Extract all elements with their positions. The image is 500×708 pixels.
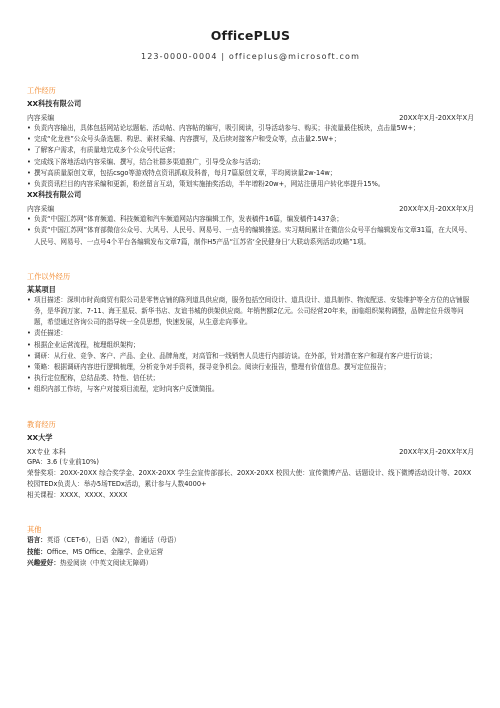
others-value: 英语（CET-6），日语（N2），普通话（母语） [46,536,181,545]
gpa: GPA：3.6 (专业前10%) [27,457,99,466]
others-value: 热爱阅读（中英文阅读无障碍） [59,558,153,567]
list-item: • 策略：根据调研内容进行逻辑梳理，分析竞争对手资料，探寻竞争机会。阅读行业报告，整理有价值信息。撰写定位报告； [27,362,474,373]
list-item: • 撰写高质量原创文章，包括csgo等游戏特点资讯抓取及科普，每月7篇原创文章，平均阅读量2w-14w； [27,168,474,179]
project-name: 某某项目 [27,284,56,294]
list-item: • 负责资讯栏目的内容采编和更新，粉丝留言互动，策划实施抽奖活动，半年增粉20w+，网站注册用户转化率提升15%。 [27,179,474,190]
role-title: 内容采编 [27,205,55,214]
list-item: • 根据企业运营流程，梳理组织架构； [27,340,474,351]
list-item: • 项目描述：深圳市时尚商贸有限公司是零售店铺的陈列道具供应商，服务包括空间设计、道具设计、道具制作、物流配送、安装维护等全方位的店铺服务，是华润万家、7-11、海王星辰、新华书店、友谊书城的供架供应商。年销售额2亿元。公司经营20年来，面临组织架构调整，品牌定位升级等问题，希望通过咨询公司的指导统一全员思想，快速发展，从生意走向事业。 [27,295,474,329]
section-title-others: 其他 [27,525,42,535]
others-label: 兴趣爱好： [27,558,60,567]
list-item: • 调研：从行业、竞争、客户、产品、企业、品牌角度，对高管和一线销售人员进行内部访谈。在外部，针对潜在客户和现有客户进行访谈； [27,351,474,362]
bullet-list [27,123,474,190]
degree-row [27,447,474,457]
honors: 荣誉奖项：20XX-20XX 综合奖学金、20XX-20XX 学生会宣传部部长、20XX-20XX 校园大使：宣传微博产品、话题设计、线下微博活动设计等、20XX校园TEDx负责人：举办5场TEDx活动，累计参与人数4000+ [27,468,472,489]
bullet-list [27,295,474,396]
education-date: 20XX年X月-20XX年X月 [399,447,474,456]
work-entry-2 [27,190,474,248]
list-item: • 完成“化龙巷”公众号头条选题、构思、素材采编、内容撰写，及后续对接客户和受众等，点击量2.5W+； [27,134,474,145]
bullet-list [27,214,474,248]
company-name: XX科技有限公司 [27,99,82,108]
company-name: XX科技有限公司 [27,190,82,200]
role-row [27,113,474,123]
role-date: 20XX年X月-20XX年X月 [399,114,474,122]
list-item: • 责任描述： [27,328,474,339]
school-name: XX大学 [27,432,53,442]
list-item: • 执行定位配称，总结品类、特性、信任状； [27,373,474,384]
others-language [27,535,474,546]
work-entry-1 [27,99,474,190]
others-label: 语言： [27,536,47,545]
courses: 相关课程：XXXX、XXXX、XXXX [27,491,128,500]
list-item: • 了解客户需求，有质量地完成多个公众号代运营； [27,145,474,156]
role-date: 20XX年X月-20XX年X月 [399,205,474,214]
contact-line: 123-0000-0004 | officeplus@microsoft.com [140,52,361,61]
list-item: • 负责“中国江苏网”体育频道、科技频道和汽车频道网站内容编辑工作，发表稿件16篇，编发稿件1437条； [27,214,474,225]
section-title-work: 工作经历 [27,86,56,95]
section-title-project: 工作以外经历 [27,271,71,281]
major: XX专业 本科 [27,447,66,456]
role-row [27,204,474,214]
list-item: • 完成线下落地活动内容采编、撰写，结合社群多渠道推广，引导受众参与活动； [27,157,474,168]
candidate-name: OfficePLUS [210,28,291,43]
list-item: • 组织内部工作坊，与客户对接项目流程，定时向客户反馈简报。 [27,384,474,395]
others-value: Office、MS Office、金融学、企业运营 [46,547,164,556]
list-item: • 负责内容输出，具体包括网站论坛题帖、活动帖、内容帖的编写，吸引阅读，引导活动参与、购买；非流量最佳板块，点击量5W+； [27,123,474,134]
role-title: 内容采编 [27,114,55,122]
others-label: 技能： [27,547,47,556]
list-item: • 负责“中国江苏网”体育部微信公众号、大风号、人民号、网易号、一点号的编辑推送。实习期间累计在微信公众号平台编辑发布文章31篇，在大风号、人民号、网易号、一点号4个平台各编辑发布文章7篇，制作H5产品“江苏省‘全民健身日’大联动系列活动攻略”1项。 [27,225,474,247]
others-skills [27,547,474,558]
section-title-education: 教育经历 [27,419,56,429]
others-hobbies [27,558,474,569]
